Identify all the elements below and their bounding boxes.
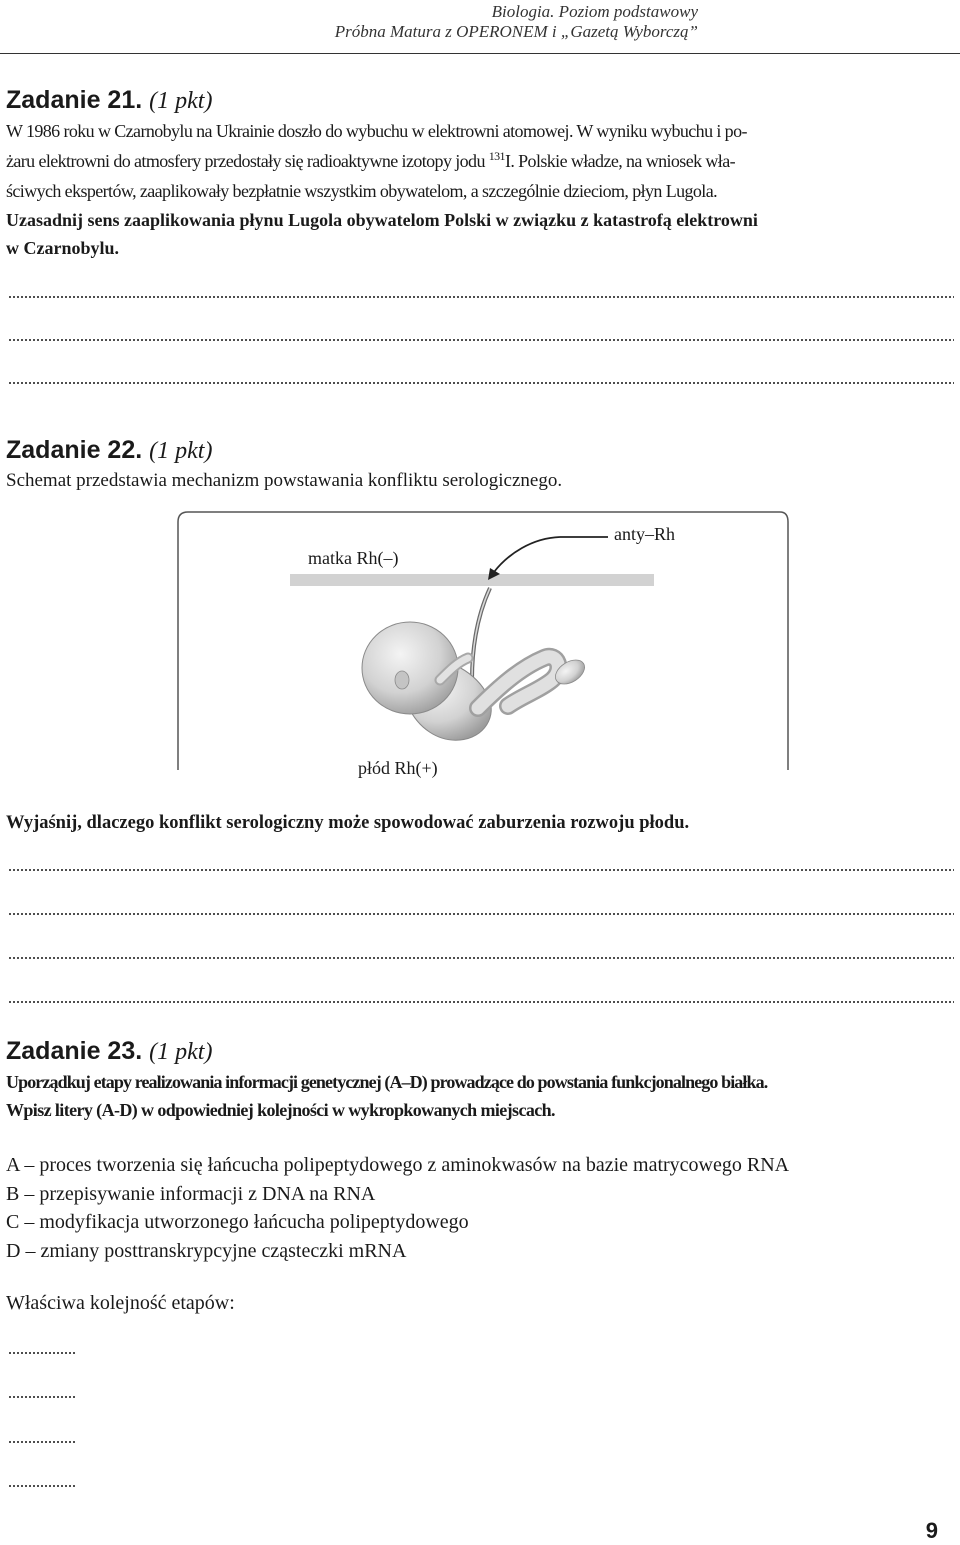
answer-line[interactable] <box>8 381 954 385</box>
diagram-frame <box>178 512 788 770</box>
mother-label: matka Rh(–) <box>308 548 399 568</box>
serological-conflict-diagram <box>172 510 790 782</box>
task-21-question-line-2: w Czarnobylu. <box>6 238 120 258</box>
task-21-number: Zadanie 21. <box>6 86 143 114</box>
antibody-arrow-curve <box>494 537 560 572</box>
task-21-title <box>6 86 212 115</box>
task-23-instruction-line-1: Uporządkuj etapy realizowania informacji genetycznej (A–D) prowadzące do powstania funkcjonalnego białka. <box>6 1072 768 1092</box>
order-label: Właściwa kolejność etapów: <box>6 1292 235 1314</box>
answer-line[interactable] <box>8 295 954 299</box>
diagram-graphic <box>172 510 790 782</box>
fetus-label: płód Rh(+) <box>358 758 438 778</box>
option-a: A – proces tworzenia się łańcucha polipeptydowego z aminokwasów na bazie matrycowego RNA <box>6 1154 790 1176</box>
option-b: B – przepisywanie informacji z DNA na RNA <box>6 1183 376 1205</box>
answer-line[interactable] <box>8 338 954 342</box>
task-21-text-line-3: ściwych ekspertów, zaaplikowały bezpłatnie wszystkim obywatelom, a szczególnie dzieciom, płyn Lugola. <box>6 181 717 201</box>
order-answer-slot[interactable] <box>8 1484 76 1488</box>
option-c: C – modyfikacja utworzonego łańcucha polipeptydowego <box>6 1211 469 1233</box>
isotope-mass-number: 131 <box>488 149 505 163</box>
answer-line[interactable] <box>8 1000 954 1004</box>
task-22-intro: Schemat przedstawia mechanizm powstawania konfliktu serologicznego. <box>6 470 563 491</box>
answer-line[interactable] <box>8 912 954 916</box>
task-21-text-line-2: żaru elektrowni do atmosfery przedostały się radioaktywne izotopy jodu $^{131}$I. Polskie władze, na wniosek wła- <box>6 149 735 171</box>
antibody-label: anty–Rh <box>614 524 675 544</box>
placenta-bar <box>290 574 654 586</box>
answer-line[interactable] <box>8 868 954 872</box>
task-22-question: Wyjaśnij, dlaczego konflikt serologiczny może spowodować zaburzenia rozwoju płodu. <box>6 813 690 833</box>
page-number: 9 <box>925 1518 938 1543</box>
order-answer-slot[interactable] <box>8 1440 76 1444</box>
task-22-number: Zadanie 22. <box>6 436 143 464</box>
header-exam-name: Próbna Matura z OPERONEM i „Gazetą Wyborczą” <box>334 22 698 41</box>
task-21-points: (1 pkt) <box>149 88 213 114</box>
header-divider <box>0 53 960 54</box>
header-subject: Biologia. Poziom podstawowy <box>491 2 698 21</box>
task-22-points: (1 pkt) <box>149 438 213 464</box>
task-23-title <box>6 1037 212 1066</box>
task-21-question-line-1: Uzasadnij sens zaaplikowania płynu Lugola obywatelom Polski w związku z katastrofą elektrowni <box>6 210 758 230</box>
task-23-number: Zadanie 23. <box>6 1037 143 1065</box>
order-answer-slot[interactable] <box>8 1351 76 1355</box>
task-23-points: (1 pkt) <box>149 1039 213 1065</box>
task-23-instruction-line-2: Wpisz litery (A-D) w odpowiedniej kolejności w wykropkowanych miejscach. <box>6 1100 555 1120</box>
task-22-title <box>6 436 212 465</box>
order-answer-slot[interactable] <box>8 1395 76 1399</box>
option-d: D – zmiany posttranskrypcyjne cząsteczki mRNA <box>6 1240 407 1262</box>
answer-line[interactable] <box>8 956 954 960</box>
task-21-text-line-1: W 1986 roku w Czarnobylu na Ukrainie doszło do wybuchu w elektrowni atomowej. W wyniku wybuchu i po- <box>6 121 747 141</box>
